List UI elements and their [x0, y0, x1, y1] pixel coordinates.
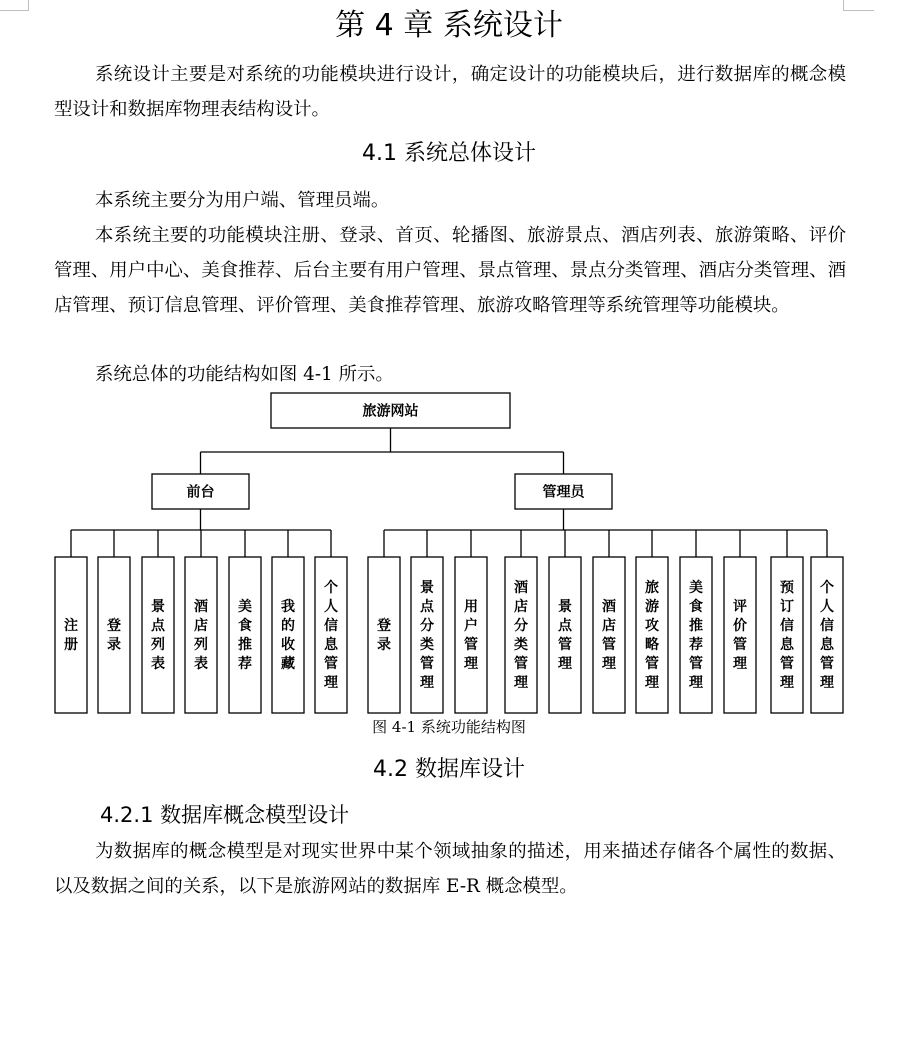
- admin-leaf-node-label: 用户管理: [464, 599, 478, 672]
- admin-leaf-node-label: 评价管理: [733, 599, 747, 672]
- admin-leaf-node-label: 酒店管理: [602, 599, 616, 672]
- front-leaf-node-label: 美食推荐: [238, 599, 252, 672]
- root-node-label: 旅游网站: [362, 403, 419, 420]
- intro-paragraph: 系统设计主要是对系统的功能模块进行设计，确定设计的功能模块后，进行数据库的概念模型设计和数据库物理表结构设计。: [54, 64, 846, 120]
- admin-leaf-node-label: 个人信息管理: [820, 580, 834, 691]
- admin-leaf-node-label: 登录: [377, 618, 391, 653]
- admin-leaf-node: [549, 557, 581, 713]
- section-title-4-2: 4.2 数据库设计: [373, 757, 525, 782]
- subsection-title-4-2-1: 4.2.1 数据库概念模型设计: [100, 803, 350, 827]
- front-leaf-node: [272, 557, 304, 713]
- admin-leaf-node-label: 景点管理: [558, 599, 572, 672]
- front-leaf-node: [142, 557, 174, 713]
- front-leaf-node-label: 酒店列表: [194, 599, 208, 672]
- admin-leaf-node: [368, 557, 400, 713]
- front-leaf-node: [98, 557, 130, 713]
- body-paragraph: 为数据库的概念模型是对现实世界中某个领域抽象的描述，用来描述存储各个属性的数据、以及数据之间的关系，以下是旅游网站的数据库 E-R 概念模型。: [54, 841, 846, 897]
- chapter-title: 第 4 章 系统设计: [335, 8, 563, 43]
- front-leaf-node: [185, 557, 217, 713]
- admin-node-label: 管理员: [542, 484, 585, 501]
- admin-leaf-node-label: 酒店分类管理: [514, 580, 528, 691]
- front-leaf-node: [55, 557, 87, 713]
- front-leaf-node-label: 注册: [64, 618, 78, 653]
- figure-caption: 图 4-1 系统功能结构图: [372, 718, 526, 736]
- section-title-4-1: 4.1 系统总体设计: [362, 141, 536, 166]
- admin-leaf-node-label: 预订信息管理: [780, 580, 794, 691]
- front-leaf-node-label: 个人信息管理: [324, 580, 338, 691]
- admin-leaf-node: [724, 557, 756, 713]
- front-leaf-node-label: 景点列表: [151, 599, 165, 672]
- body-paragraph: 本系统主要的功能模块注册、登录、首页、轮播图、旅游景点、酒店列表、旅游策略、评价管理、用户中心、美食推荐、后台主要有用户管理、景点管理、景点分类管理、酒店分类管理、酒店管理、预订信息管理、评价管理、美食推荐管理、旅游攻略管理等系统管理等功能模块。: [54, 225, 846, 316]
- front-leaf-node: [229, 557, 261, 713]
- front-leaf-node-label: 我的收藏: [281, 599, 295, 672]
- body-paragraph: 本系统主要分为用户端、管理员端。: [95, 190, 390, 211]
- admin-leaf-node-label: 景点分类管理: [420, 580, 434, 691]
- body-paragraph: 系统总体的功能结构如图 4-1 所示。: [95, 364, 394, 385]
- admin-leaf-node-label: 美食推荐管理: [689, 580, 703, 691]
- admin-leaf-node: [455, 557, 487, 713]
- front-leaf-node-label: 登录: [107, 618, 121, 653]
- front-node-label: 前台: [186, 484, 215, 501]
- admin-leaf-node: [593, 557, 625, 713]
- function-structure-diagram: [0, 388, 918, 718]
- admin-leaf-node-label: 旅游攻略管理: [645, 580, 659, 691]
